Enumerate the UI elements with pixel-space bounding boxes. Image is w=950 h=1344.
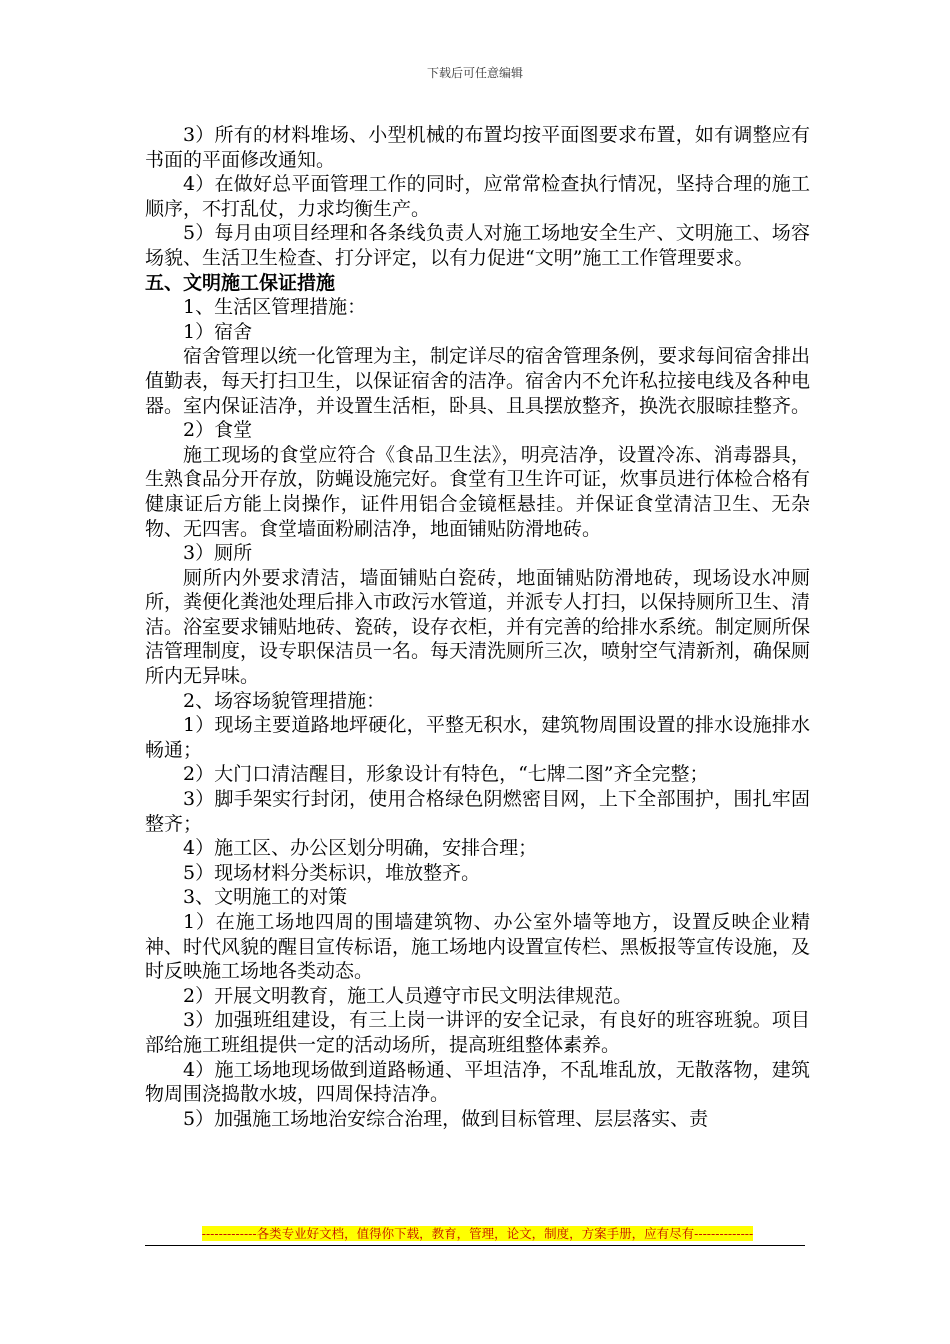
paragraph: 4）在做好总平面管理工作的同时，应常常检查执行情况，坚持合理的施工顺序，不打乱仗，力求均衡生产。 xyxy=(145,173,810,220)
paragraph: 2）大门口清洁醒目，形象设计有特色，“七牌二图”齐全完整； xyxy=(183,763,709,786)
page-header: 下载后可任意编辑 xyxy=(426,66,523,80)
paragraph: 3）脚手架实行封闭，使用合格绿色阴燃密目网，上下全部围护，围扎牢固整齐； xyxy=(145,788,810,835)
paragraph: 2、场容场貌管理措施： xyxy=(183,689,386,712)
paragraph: 2）食堂 xyxy=(183,419,253,442)
section-heading: 五、文明施工保证措施 xyxy=(145,271,336,294)
footer-note-text: -------------各类专业好文档，值得你下载，教育，管理，论文，制度，方案手册，应有尽有-------------- xyxy=(201,1226,754,1241)
footer-note xyxy=(145,1226,810,1242)
paragraph: 1）宿舍 xyxy=(183,320,253,343)
paragraph: 4）施工区、办公区划分明确，安排合理； xyxy=(183,837,538,860)
paragraph: 施工现场的食堂应符合《食品卫生法》，明亮洁净，设置冷冻、消毒器具，生熟食品分开存放，防蝇设施完好。食堂有卫生许可证，炊事员进行体检合格有健康证后方能上岗操作，证件用铝合金镜框悬挂。并保证食堂清洁卫生、无杂物、无四害。食堂墙面粉刷洁净，地面铺贴防滑地砖。 xyxy=(145,443,811,540)
paragraph: 5）加强施工场地治安综合治理，做到目标管理、层层落实、责 xyxy=(183,1107,709,1130)
document-body xyxy=(145,123,810,1131)
paragraph: 3）加强班组建设，有三上岗一讲评的安全记录，有良好的班容班貌。项目部给施工班组提供一定的活动场所，提高班组整体素养。 xyxy=(145,1009,810,1056)
paragraph: 3）厕所 xyxy=(183,542,253,565)
paragraph: 3）所有的材料堆场、小型机械的布置均按平面图要求布置，如有调整应有书面的平面修改通知。 xyxy=(145,124,810,171)
paragraph: 4）施工场地现场做到道路畅通、平坦洁净，不乱堆乱放，无散落物，建筑物周围浇捣散水坡，四周保持洁净。 xyxy=(145,1058,810,1106)
paragraph: 宿舍管理以统一化管理为主，制定详尽的宿舍管理条例，要求每间宿舍排出值勤表，每天打扫卫生，以保证宿舍的洁净。宿舍内不允许私拉接电线及各种电器。室内保证洁净，并设置生活柜，卧具、且具摆放整齐，换洗衣服晾挂整齐。 xyxy=(145,345,811,417)
paragraph: 2）开展文明教育，施工人员遵守市民文明法律规范。 xyxy=(183,984,633,1007)
paragraph: 5）现场材料分类标识，堆放整齐。 xyxy=(183,861,481,884)
paragraph: 5）每月由项目经理和各条线负责人对施工场地安全生产、文明施工、场容场貌、生活卫生检查、打分评定，以有力促进“文明”施工工作管理要求。 xyxy=(145,222,810,269)
paragraph: 厕所内外要求清洁，墙面铺贴白瓷砖，地面铺贴防滑地砖，现场设水冲厕所，粪便化粪池处理后排入市政污水管道，并派专人打扫，以保持厕所卫生、清洁。浴室要求铺贴地砖、瓷砖，设存衣柜，并有完善的给排水系统。制定厕所保洁管理制度，设专职保洁员一名。每天清洗厕所三次，喷射空气清新剂，确保厕所内无异味。 xyxy=(145,566,811,688)
paragraph: 3、文明施工的对策 xyxy=(183,886,348,909)
footer-divider xyxy=(145,1245,805,1246)
paragraph: 1、生活区管理措施： xyxy=(183,296,367,319)
paragraph: 1）现场主要道路地坪硬化，平整无积水，建筑物周围设置的排水设施排水畅通； xyxy=(145,714,810,761)
paragraph: 1）在施工场地四周的围墙建筑物、办公室外墙等地方，设置反映企业精神、时代风貌的醒目宣传标语，施工场地内设置宣传栏、黑板报等宣传设施，及时反映施工场地各类动态。 xyxy=(145,911,811,983)
